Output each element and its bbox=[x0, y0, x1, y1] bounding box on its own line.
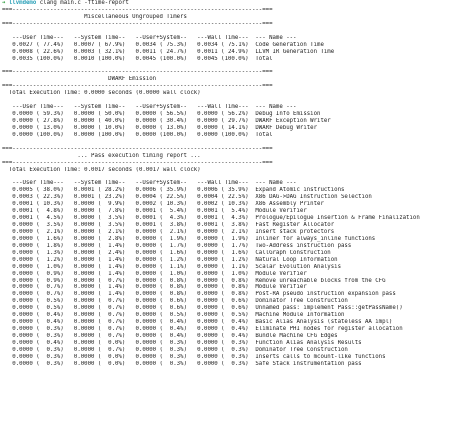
report-line: 0.0005 ( 38.0%) 0.0001 ( 28.2%) 0.0006 ( 35.9%) 0.0006 ( 35.9%) Expand Atomic instructions bbox=[2, 187, 345, 194]
report-lines bbox=[2, 7, 474, 368]
report-line: 0.0008 ( 22.6%) 0.0003 ( 32.1%) 0.0011 ( 24.7%) 0.0011 ( 24.9%) LLVM IR Generation Time bbox=[2, 48, 335, 55]
report-line: 0.0035 (100.0%) 0.0010 (100.0%) 0.0045 (100.0%) 0.0045 (100.0%) Total bbox=[2, 55, 273, 62]
report-line: Miscellaneous Ungrouped Timers bbox=[2, 13, 187, 20]
report-line: 0.0000 ( 3.5%) 0.0000 ( 3.5%) 0.0001 ( 3.8%) 0.0001 ( 3.8%) Fast Register Allocator bbox=[2, 222, 335, 228]
report-line: 0.0000 ( 0.7%) 0.0000 ( 1.4%) 0.0000 ( 0.8%) 0.0000 ( 0.8%) Module Verifier bbox=[2, 284, 307, 291]
report-line: 0.0000 ( 0.4%) 0.0000 ( 0.0%) 0.0000 ( 0.3%) 0.0000 ( 0.3%) Function Alias Analysis Results bbox=[2, 339, 362, 346]
report-line: 0.0000 ( 0.7%) 0.0000 ( 1.4%) 0.0000 ( 0.8%) 0.0000 ( 0.8%) Post-RA pseudo instruction expansion pass bbox=[2, 291, 396, 298]
report-line: 0.0000 ( 0.9%) 0.0000 ( 1.4%) 0.0000 ( 1.0%) 0.0000 ( 1.0%) Module Verifier bbox=[2, 270, 307, 277]
report-line: 0.0000 ( 0.4%) 0.0000 ( 0.7%) 0.0000 ( 0.4%) 0.0000 ( 0.4%) Basic Alias Analysis (stateless AA impl) bbox=[2, 319, 393, 326]
report-line: Total Execution Time: 0.0000 seconds (0.0000 wall clock) bbox=[2, 90, 201, 97]
report-line: ===-------------------------------------------------------------------------=== bbox=[2, 6, 273, 13]
report-line: 0.0000 ( 0.3%) 0.0000 ( 0.7%) 0.0000 ( 0.4%) 0.0000 ( 0.4%) Bundle Machine CFG Edges bbox=[2, 333, 338, 339]
report-line: 0.0000 ( 0.3%) 0.0000 ( 0.0%) 0.0000 ( 0.3%) 0.0000 ( 0.3%) Inserts calls to mcount-like functions bbox=[2, 353, 386, 360]
report-line: 0.0000 ( 1.6%) 0.0000 ( 2.8%) 0.0000 ( 1.9%) 0.0000 ( 1.9%) Inliner for always_inline functions bbox=[2, 235, 376, 242]
report-line: DWARF Emission bbox=[2, 76, 157, 83]
report-line: ===-------------------------------------------------------------------------=== bbox=[2, 159, 273, 166]
report-line: 0.0000 ( 1.0%) 0.0000 ( 1.4%) 0.0000 ( 1.1%) 0.0000 ( 1.1%) Scalar Evolution Analysis bbox=[2, 263, 341, 270]
report-line: 0.0000 ( 1.3%) 0.0000 ( 2.4%) 0.0000 ( 1.6%) 0.0000 ( 1.6%) CallGraph Construction bbox=[2, 249, 331, 256]
report-line: 0.0000 ( 0.5%) 0.0000 ( 0.7%) 0.0000 ( 0.6%) 0.0000 ( 0.6%) Dominator Tree Construction bbox=[2, 298, 348, 305]
report-line: 0.0000 ( 2.1%) 0.0000 ( 2.1%) 0.0000 ( 2.1%) 0.0000 ( 2.1%) Insert stack protectors bbox=[2, 228, 335, 235]
report-line bbox=[2, 173, 474, 180]
report-line: 0.0000 ( 0.9%) 0.0000 ( 0.7%) 0.0000 ( 0.8%) 0.0000 ( 0.8%) Remove unreachable blocks from the CFG bbox=[2, 277, 386, 284]
report-line bbox=[2, 62, 474, 69]
report-line: ---User Time--- --System Time-- --User+System-- ---Wall Time--- --- Name --- bbox=[2, 180, 297, 187]
report-line: ===-------------------------------------------------------------------------=== bbox=[2, 20, 273, 27]
report-line: Total Execution Time: 0.0017 seconds (0.0017 wall clock) bbox=[2, 166, 201, 173]
report-line: 0.0000 ( 0.3%) 0.0000 ( 0.7%) 0.0000 ( 0.3%) 0.0000 ( 0.3%) Dominator Tree Construction bbox=[2, 346, 348, 353]
shell-prompt-line bbox=[2, 0, 474, 7]
report-line: 0.0001 ( 4.5%) 0.0000 ( 3.5%) 0.0001 ( 4.3%) 0.0001 ( 4.3%) Prologue/Epilogue Insertion & Frame Finalization bbox=[2, 215, 420, 222]
report-line bbox=[2, 139, 474, 146]
report-line bbox=[2, 97, 474, 104]
report-line: ---User Time--- --System Time-- --User+System-- ---Wall Time--- --- Name --- bbox=[2, 34, 297, 41]
report-line: 0.0000 ( 1.8%) 0.0000 ( 1.4%) 0.0000 ( 1.7%) 0.0000 ( 1.7%) Two-Address instruction pass bbox=[2, 242, 352, 249]
prompt-command: clang main.c -ftime-report bbox=[39, 0, 129, 6]
report-line: ... Pass execution timing report ... bbox=[2, 152, 201, 159]
report-line: 0.0003 ( 22.3%) 0.0001 ( 23.2%) 0.0004 ( 22.5%) 0.0004 ( 22.5%) X86 DAG->DAG Instruction Selection bbox=[2, 194, 372, 201]
prompt-directory: llvmdemo bbox=[8, 0, 37, 6]
report-line: ===-------------------------------------------------------------------------=== bbox=[2, 69, 273, 76]
report-line: 0.0000 ( 59.3%) 0.0000 ( 50.0%) 0.0000 ( 56.5%) 0.0000 ( 56.2%) Debug Info Emission bbox=[2, 111, 321, 117]
report-line: 0.0001 ( 4.8%) 0.0000 ( 7.8%) 0.0001 ( 5.4%) 0.0001 ( 5.4%) Module Verifier bbox=[2, 208, 307, 215]
report-line: 0.0000 ( 13.0%) 0.0000 ( 10.0%) 0.0000 ( 13.0%) 0.0000 ( 14.1%) DWARF Debug Writer bbox=[2, 124, 318, 131]
report-line: 0.0000 ( 0.5%) 0.0000 ( 0.7%) 0.0000 ( 0.6%) 0.0000 ( 0.6%) Unnamed pass: implement Pass::getPassName() bbox=[2, 305, 403, 312]
report-line: 0.0000 (100.0%) 0.0000 (100.0%) 0.0000 (100.0%) 0.0000 (100.0%) Total bbox=[2, 131, 273, 138]
prompt-arrow-icon: ➜ bbox=[2, 0, 6, 6]
report-line: 0.0001 ( 10.3%) 0.0000 ( 9.9%) 0.0002 ( 10.3%) 0.0002 ( 10.3%) X86 Assembly Printer bbox=[2, 201, 324, 208]
report-line: 0.0000 ( 1.2%) 0.0000 ( 1.4%) 0.0000 ( 1.2%) 0.0000 ( 1.2%) Natural Loop Information bbox=[2, 256, 338, 263]
report-line: 0.0000 ( 0.4%) 0.0000 ( 0.7%) 0.0000 ( 0.5%) 0.0000 ( 0.5%) Machine Module Information bbox=[2, 312, 345, 319]
report-line: 0.0000 ( 0.3%) 0.0000 ( 0.0%) 0.0000 ( 0.3%) 0.0000 ( 0.3%) Safe Stack instrumentation pass bbox=[2, 360, 362, 367]
report-line: ---User Time--- --System Time-- --User+System-- ---Wall Time--- --- Name --- bbox=[2, 104, 297, 111]
report-line: ===-------------------------------------------------------------------------=== bbox=[2, 145, 273, 152]
report-line: 0.0027 ( 77.4%) 0.0007 ( 67.9%) 0.0034 ( 75.3%) 0.0034 ( 75.1%) Code Generation Time bbox=[2, 41, 324, 48]
report-line: 0.0000 ( 27.8%) 0.0000 ( 40.0%) 0.0000 ( 30.4%) 0.0000 ( 29.7%) DWARF Exception Writer bbox=[2, 117, 331, 124]
report-line: ===-------------------------------------------------------------------------=== bbox=[2, 83, 273, 90]
report-line: 0.0000 ( 0.3%) 0.0000 ( 0.7%) 0.0000 ( 0.4%) 0.0000 ( 0.4%) Eliminate PHI nodes for register allocation bbox=[2, 326, 403, 333]
report-line bbox=[2, 28, 474, 35]
